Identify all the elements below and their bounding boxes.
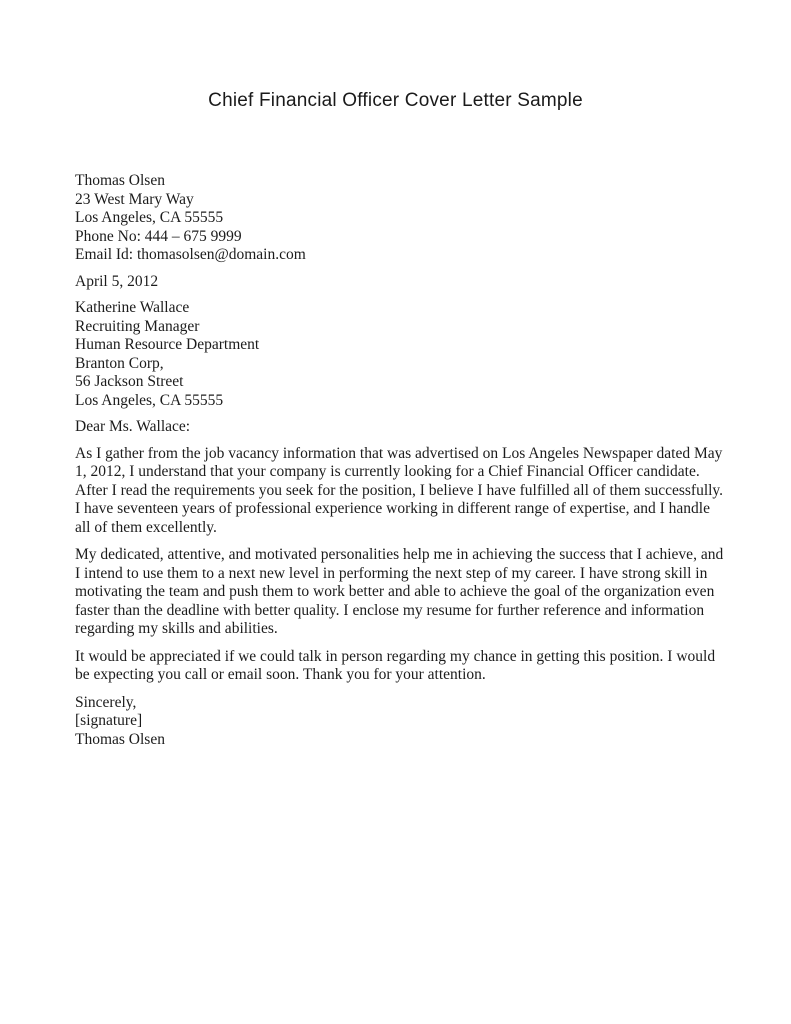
- sender-phone: Phone No: 444 – 675 9999: [75, 227, 242, 245]
- closing-signoff: Sincerely,: [75, 693, 137, 711]
- recipient-city: Los Angeles, CA 55555: [75, 391, 224, 409]
- closing-block: [75, 694, 725, 750]
- body-paragraph-1: As I gather from the job vacancy information that was advertised on Los Angeles Newspaper dated May 1, 2012, I understand that your company is currently looking for a Chief Financial Officer candidate. After I read the requirements you seek for the position, I believe I have fulfilled all of them successfully. I have seventeen years of professional experience working in different range of expertise, and I handle all of them excellently.: [75, 444, 724, 536]
- recipient-name: Katherine Wallace: [75, 299, 190, 316]
- sender-city: Los Angeles, CA 55555: [75, 209, 224, 226]
- body-paragraph-2: My dedicated, attentive, and motivated personalities help me in achieving the success that I achieve, and I intend to use them to a next new level in performing the next step of my career. I have strong skill in motivating the team and push them to work better and able to achieve the goal of the organization even faster than the deadline with better quality. I enclose my resume for further reference and information regarding my skills and abilities.: [75, 546, 724, 637]
- sender-address-block: [75, 172, 725, 265]
- recipient-address-block: [75, 299, 725, 410]
- recipient-department: Human Resource Department: [75, 336, 260, 353]
- recipient-street: 56 Jackson Street: [75, 373, 184, 390]
- letter-body: [75, 172, 725, 749]
- signature-placeholder: [signature]: [75, 712, 143, 729]
- sender-email: Email Id: thomasolsen@domain.com: [75, 246, 306, 263]
- body-paragraph-3: It would be appreciated if we could talk in person regarding my chance in getting this position. I would be expecting you call or email soon. Thank you for your attention.: [75, 647, 716, 683]
- sender-street: 23 West Mary Way: [75, 190, 194, 208]
- salutation: Dear Ms. Wallace:: [75, 418, 191, 435]
- recipient-company: Branton Corp,: [75, 354, 164, 372]
- letter-date: April 5, 2012: [75, 272, 159, 290]
- recipient-job-title: Recruiting Manager: [75, 317, 200, 335]
- closing-name: Thomas Olsen: [75, 730, 165, 748]
- sender-name: Thomas Olsen: [75, 172, 165, 189]
- document-title: Chief Financial Officer Cover Letter Sample: [208, 90, 583, 111]
